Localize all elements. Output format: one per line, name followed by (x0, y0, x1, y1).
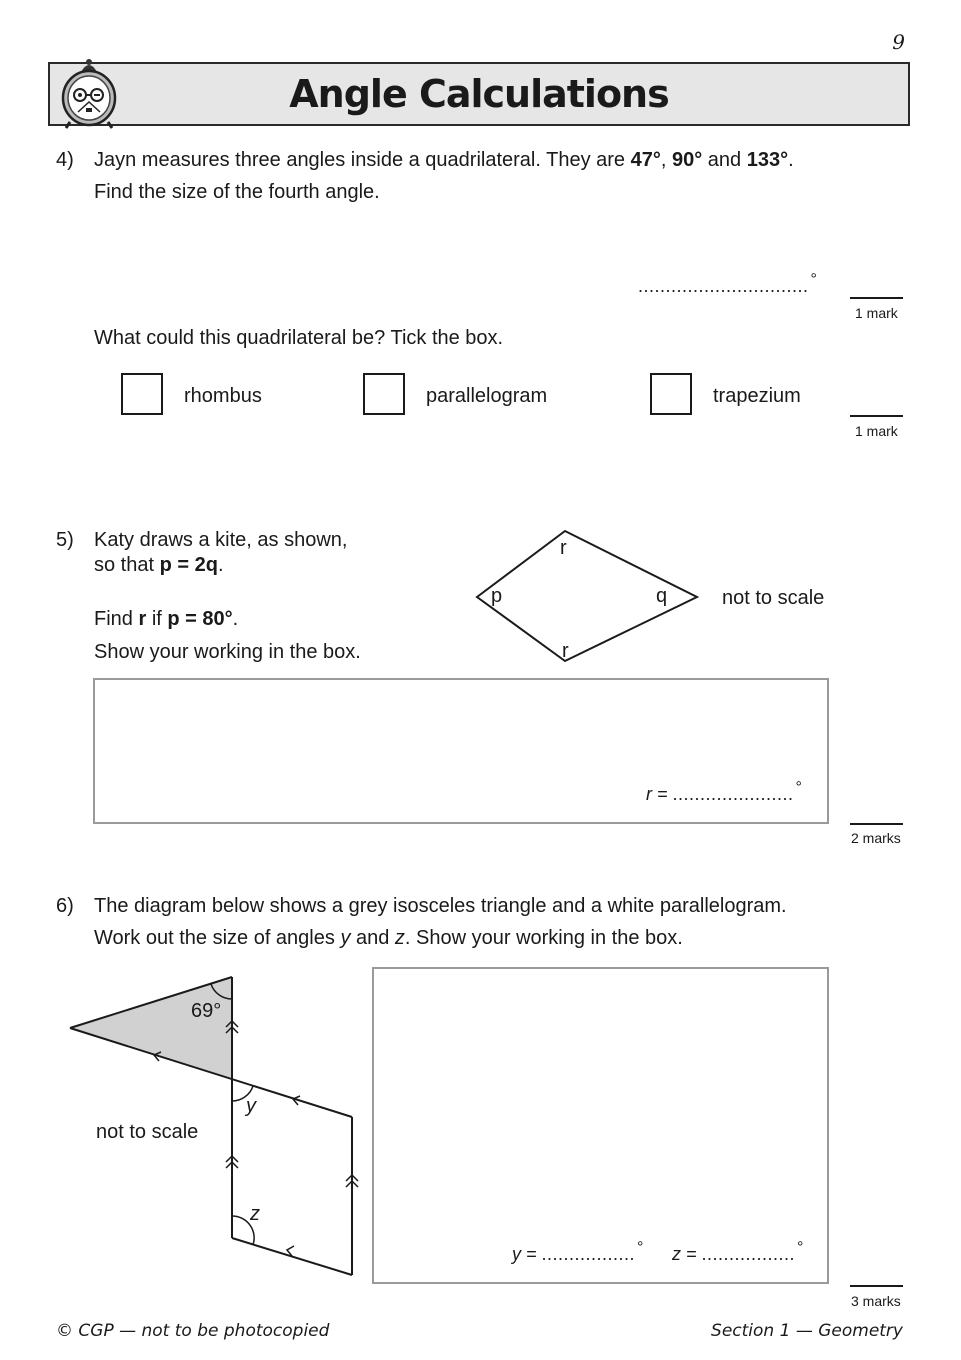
kite-label-left: p (491, 585, 503, 607)
answer-dots: ...................... (672, 784, 794, 804)
answer-dots: ................. (701, 1244, 796, 1264)
footer-copyright: © CGP — not to be photocopied (56, 1321, 330, 1341)
mark-rule (850, 297, 903, 299)
text: and (350, 927, 395, 949)
sep: , (660, 149, 672, 171)
q5-line2 (94, 555, 224, 575)
q5-marks: 2 marks (851, 830, 901, 846)
page-title: Angle Calculations (289, 72, 669, 116)
q4-angle-1: 47° (630, 149, 661, 171)
q4-part2-prompt: What could this quadrilateral be? Tick the box. (94, 327, 504, 349)
q5-var-r: r (138, 608, 147, 630)
q4-angle-2: 90° (671, 149, 703, 171)
tickbox-trapezium[interactable] (650, 373, 692, 415)
sep: . (788, 149, 794, 171)
angle-label-69: 69° (191, 1000, 222, 1022)
grey-triangle (70, 977, 232, 1079)
q6-var-z: z (394, 927, 405, 949)
footer-section: Section 1 — Geometry (711, 1321, 903, 1341)
degree-symbol: ° (637, 1239, 644, 1256)
answer-dots: ............................... (638, 276, 809, 296)
angle-label-z: z (250, 1203, 260, 1225)
answer-prefix: z = (672, 1244, 702, 1264)
option-parallelogram: parallelogram (426, 385, 548, 407)
sep: and (702, 149, 747, 171)
kite-label-right: q (656, 585, 668, 607)
option-trapezium: trapezium (713, 385, 801, 407)
kite-diagram (460, 520, 760, 670)
text: if (146, 608, 168, 630)
angle-label-y: y (246, 1095, 256, 1117)
q4-mark-2: 1 mark (855, 423, 898, 439)
q5-given: p = 80° (167, 608, 233, 630)
q6-var-y: y (340, 927, 351, 949)
q5-line4: Show your working in the box. (94, 641, 361, 663)
q4-angle-3: 133° (746, 149, 789, 171)
q6-line1: The diagram below shows a grey isosceles triangle and a white parallelogram. (94, 895, 787, 917)
q4-line1 (94, 150, 794, 170)
mark-rule (850, 415, 903, 417)
degree-symbol: ° (810, 271, 817, 288)
q4-answer-field[interactable] (638, 271, 817, 297)
q4-mark-1: 1 mark (855, 305, 898, 321)
text: Find (94, 608, 139, 630)
text: Work out the size of angles (94, 927, 341, 949)
answer-prefix: y = (512, 1244, 542, 1264)
q4-number: 4) (56, 149, 74, 171)
q5-number: 5) (56, 529, 74, 551)
degree-symbol: ° (795, 779, 802, 796)
text: so that (94, 554, 160, 576)
q6-number: 6) (56, 895, 74, 917)
degree-symbol: ° (797, 1239, 804, 1256)
q6-working-box[interactable] (372, 967, 829, 1284)
q6-marks: 3 marks (851, 1293, 901, 1309)
option-rhombus: rhombus (184, 385, 262, 407)
kite-note: not to scale (722, 587, 825, 609)
q5-answer-field[interactable] (646, 779, 802, 805)
q5-line1: Katy draws a kite, as shown, (94, 529, 348, 551)
text: . Show your working in the box. (404, 927, 683, 949)
title-banner (48, 62, 910, 126)
answer-dots: ................. (541, 1244, 636, 1264)
text: . (232, 608, 239, 630)
answer-prefix: r = (646, 784, 673, 804)
mark-rule (850, 823, 903, 825)
q6-line2 (94, 928, 683, 948)
q5-relation: p = 2q (159, 554, 218, 576)
q4-line2: Find the size of the fourth angle. (94, 181, 380, 203)
q6-z-answer-field[interactable] (672, 1239, 804, 1265)
q4-text: Jayn measures three angles inside a quadrilateral. They are (94, 149, 631, 171)
page-number: 9 (892, 30, 905, 54)
q6-diagram-note: not to scale (96, 1121, 199, 1143)
tickbox-parallelogram[interactable] (363, 373, 405, 415)
q5-line3 (94, 609, 238, 629)
kite-label-bottom: r (562, 640, 569, 662)
parallelogram-bottom-side (232, 1238, 352, 1275)
text: . (217, 554, 224, 576)
tickbox-rhombus[interactable] (121, 373, 163, 415)
kite-label-top: r (560, 537, 567, 559)
q6-y-answer-field[interactable] (512, 1239, 644, 1265)
mark-rule (850, 1285, 903, 1287)
